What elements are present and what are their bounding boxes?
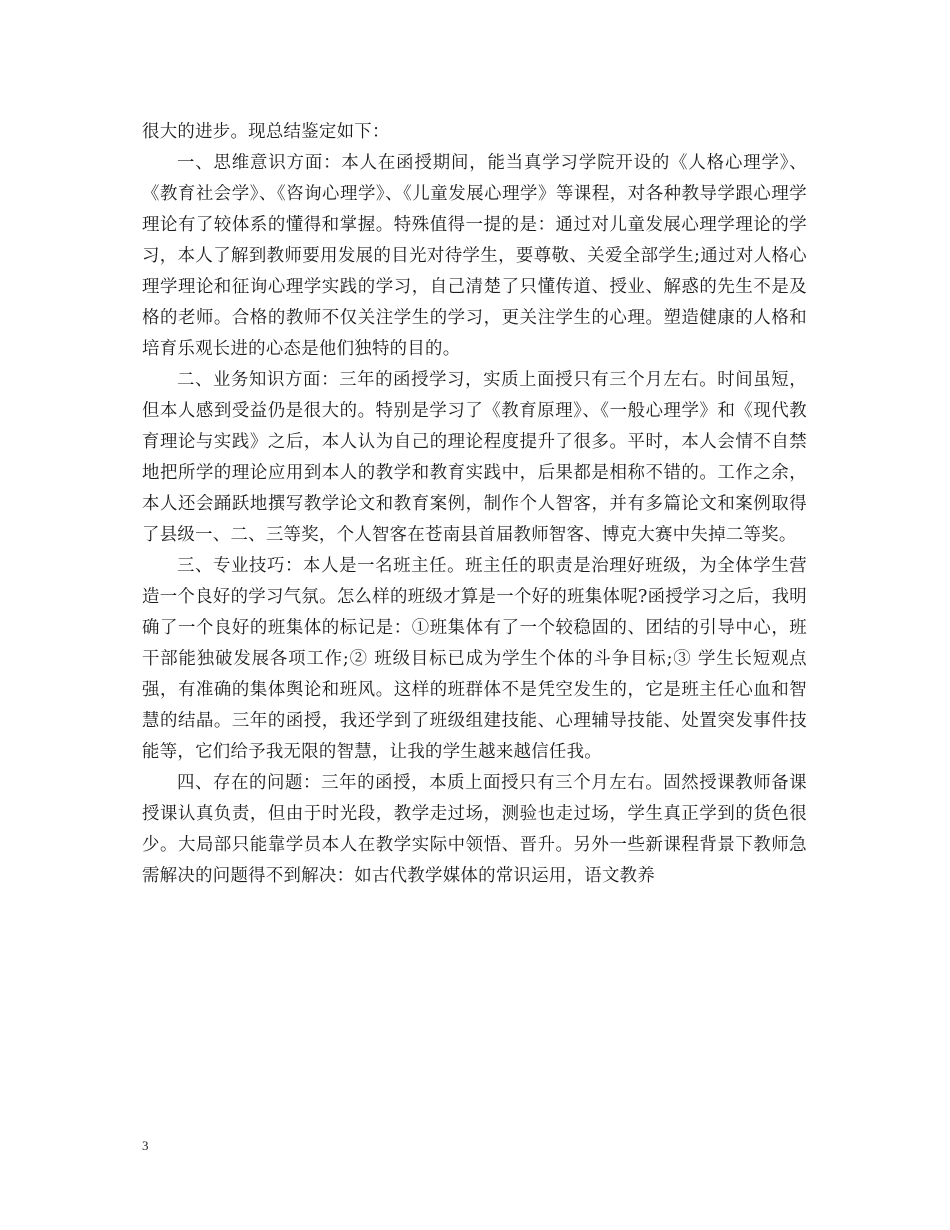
page-number: 3 [142, 1138, 149, 1153]
paragraph-existing-problems: 四、存在的问题：三年的函授，本质上面授只有三个月左右。固然授课教师备课授课认真负责，但由于时光段，教学走过场，测验也走过场，学生真正学到的货色很少。大局部只能靠学员本人在教学实际中领悟、晋升。另外一些新课程背景下教师急需解决的问题得不到解决：如古代教学媒体的常识运用，语文教养 [142, 773, 807, 886]
paragraph-professional-knowledge: 二、业务知识方面：三年的函授学习，实质上面授只有三个月左右。时间虽短，但本人感到受益仍是很大的。特别是学习了《教育原理》、《一般心理学》和《现代教育理论与实践》之后，本人认为自己的理论程度提升了很多。平时，本人会情不自禁地把所学的理论应用到本人的教学和教育实践中，后果都是相称不错的。工作之余，本人还会踊跃地撰写教学论文和教育案例，制作个人智客，并有多篇论文和案例取得了县级一、二、三等奖，个人智客在苍南县首届教师智客、博克大赛中失掉二等奖。 [142, 370, 807, 545]
paragraph-intro-continuation: 很大的进步。现总结鉴定如下： [142, 122, 390, 142]
document-body [142, 117, 807, 892]
paragraph-professional-skills: 三、专业技巧：本人是一名班主任。班主任的职责是治理好班级，为全体学生营造一个良好的学习气氛。怎么样的班级才算是一个好的班集体呢?函授学习之后，我明确了一个良好的班集体的标记是：①班集体有了一个较稳固的、团结的引导中心，班干部能独破发展各项工作;② 班级目标已成为学生个体的斗争目标;③ 学生长短观点强，有准确的集体舆论和班风。这样的班群体不是凭空发生的，它是班主任心血和智慧的结晶。三年的函授，我还学到了班级组建技能、心理辅导技能、处置突发事件技能等，它们给予我无限的智慧，让我的学生越来越信任我。 [142, 556, 807, 762]
paragraph-thinking-awareness: 一、思维意识方面：本人在函授期间，能当真学习学院开设的《人格心理学》、《教育社会学》、《咨询心理学》、《儿童发展心理学》等课程，对各种教导学跟心理学理论有了较体系的懂得和掌握。特殊值得一提的是：通过对儿童发展心理学理论的学习，本人了解到教师要用发展的目光对待学生，要尊敬、关爱全部学生;通过对人格心理学理论和征询心理学实践的学习，自己清楚了只懂传道、授业、解惑的先生不是及格的老师。合格的教师不仅关注学生的学习，更关注学生的心理。塑造健康的人格和培育乐观长进的心态是他们独特的目的。 [142, 153, 807, 359]
